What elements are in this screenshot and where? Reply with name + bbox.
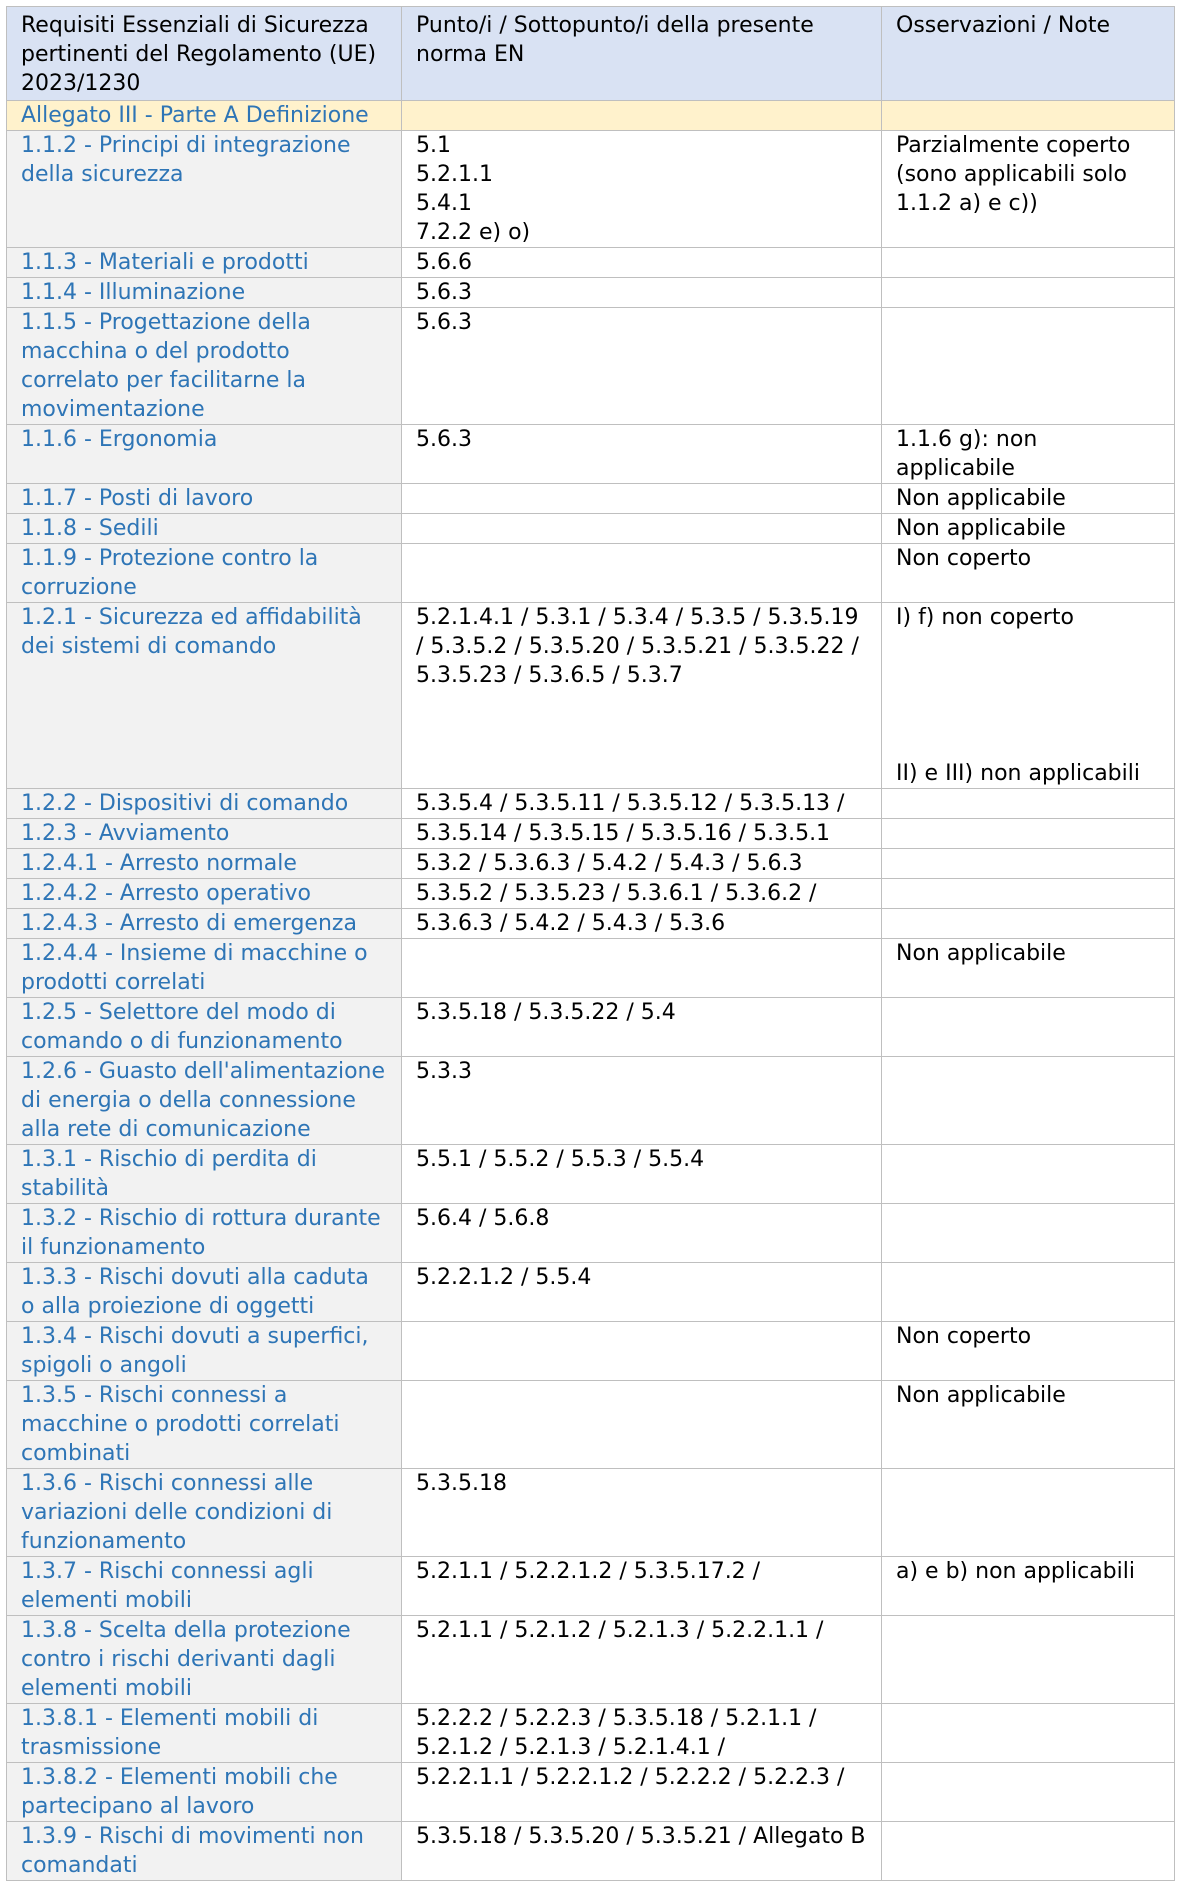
clauses-cell	[402, 1616, 882, 1704]
requirements-table	[6, 6, 1175, 1881]
clauses-cell	[402, 131, 882, 248]
clause-line: 5.2.1.4.1 / 5.3.1 / 5.3.4 / 5.3.5 / 5.3.5.19 / 5.3.5.2 / 5.3.5.20 / 5.3.5.21 / 5.3.5.22 / 5.3.5.23 / 5.3.6.5 / 5.3.7	[416, 605, 859, 688]
notes-cell: Non applicabile	[882, 939, 1175, 998]
note-text: I) f) non coperto	[896, 605, 1074, 630]
clauses-cell	[402, 278, 882, 308]
notes-cell	[882, 1057, 1175, 1145]
clauses-cell	[402, 939, 882, 998]
requirement-cell: 1.3.9 - Rischi di movimenti non comandati	[7, 1822, 402, 1881]
table-row	[7, 1204, 1175, 1263]
clauses-cell	[402, 603, 882, 789]
notes-cell	[882, 849, 1175, 879]
clauses-cell	[402, 819, 882, 849]
notes-cell	[882, 1204, 1175, 1263]
notes-cell	[882, 909, 1175, 939]
notes-cell: Parzialmente coperto (sono applicabili solo 1.1.2 a) e c))	[882, 131, 1175, 248]
clause-line: 5.4.1	[416, 191, 472, 216]
requirement-cell: 1.3.8.1 - Elementi mobili di trasmissione	[7, 1704, 402, 1763]
clauses-cell	[402, 1822, 882, 1881]
requirement-cell: 1.2.5 - Selettore del modo di comando o di funzionamento	[7, 998, 402, 1057]
notes-cell	[882, 819, 1175, 849]
notes-cell: Non coperto	[882, 1322, 1175, 1381]
clause-line: 5.6.3	[416, 310, 472, 335]
requirement-cell: 1.2.1 - Sicurezza ed affidabilità dei sistemi di comando	[7, 603, 402, 789]
table-row	[7, 1616, 1175, 1704]
clause-line: 5.3.6.3 / 5.4.2 / 5.4.3 / 5.3.6	[416, 911, 726, 936]
clauses-cell	[402, 1704, 882, 1763]
clause-line: 5.2.1.1 / 5.2.1.2 / 5.2.1.3 / 5.2.2.1.1 /	[416, 1618, 824, 1643]
clauses-cell	[402, 308, 882, 425]
clauses-cell	[402, 544, 882, 603]
clause-line: 5.3.5.18	[416, 1471, 507, 1496]
clause-line: 5.3.5.4 / 5.3.5.11 / 5.3.5.12 / 5.3.5.13 /	[416, 791, 845, 816]
clause-line: 5.2.2.1.1 / 5.2.2.1.2 / 5.2.2.2 / 5.2.2.3 /	[416, 1765, 845, 1790]
clause-line: 5.6.4 / 5.6.8	[416, 1206, 550, 1231]
header-clauses: Punto/i / Sottopunto/i della presente norma EN	[402, 7, 882, 101]
notes-cell: Non coperto	[882, 544, 1175, 603]
clause-line: 7.2.2 e) o)	[416, 220, 531, 245]
requirement-cell: 1.3.6 - Rischi connessi alle variazioni delle condizioni di funzionamento	[7, 1469, 402, 1557]
requirement-cell: 1.1.6 - Ergonomia	[7, 425, 402, 484]
requirement-cell: 1.2.3 - Avviamento	[7, 819, 402, 849]
header-notes: Osservazioni / Note	[882, 7, 1175, 101]
clauses-cell	[402, 909, 882, 939]
requirement-cell: 1.2.2 - Dispositivi di comando	[7, 789, 402, 819]
notes-cell: Non applicabile	[882, 514, 1175, 544]
clauses-cell	[402, 425, 882, 484]
clauses-cell	[402, 1469, 882, 1557]
notes-cell	[882, 1616, 1175, 1704]
section-row	[7, 101, 1175, 131]
clause-line: 5.3.2 / 5.3.6.3 / 5.4.2 / 5.4.3 / 5.6.3	[416, 851, 803, 876]
table-row	[7, 1763, 1175, 1822]
clause-line: 5.6.6	[416, 250, 472, 275]
requirement-cell: 1.1.5 - Progettazione della macchina o del prodotto correlato per facilitarne la movimentazione	[7, 308, 402, 425]
table-row	[7, 425, 1175, 484]
clauses-cell	[402, 484, 882, 514]
table-row	[7, 998, 1175, 1057]
requirement-cell: 1.1.9 - Protezione contro la corruzione	[7, 544, 402, 603]
notes-cell: Non applicabile	[882, 484, 1175, 514]
notes-cell: Non applicabile	[882, 1381, 1175, 1469]
clauses-cell	[402, 1057, 882, 1145]
clauses-cell	[402, 1322, 882, 1381]
clauses-cell	[402, 1763, 882, 1822]
requirement-cell: 1.1.4 - Illuminazione	[7, 278, 402, 308]
notes-cell	[882, 248, 1175, 278]
header-requirement: Requisiti Essenziali di Sicurezza pertinenti del Regolamento (UE) 2023/1230	[7, 7, 402, 101]
clause-line: 5.3.5.18 / 5.3.5.22 / 5.4	[416, 1000, 676, 1025]
clauses-cell	[402, 849, 882, 879]
clause-line: 5.2.1.1 / 5.2.2.1.2 / 5.3.5.17.2 /	[416, 1559, 761, 1584]
clause-line: 5.3.3	[416, 1059, 472, 1084]
table-row	[7, 1322, 1175, 1381]
clauses-cell	[402, 248, 882, 278]
clauses-cell	[402, 1145, 882, 1204]
requirement-cell: 1.3.5 - Rischi connessi a macchine o prodotti correlati combinati	[7, 1381, 402, 1469]
requirement-cell: 1.3.3 - Rischi dovuti alla caduta o alla proiezione di oggetti	[7, 1263, 402, 1322]
notes-cell	[882, 789, 1175, 819]
clause-line: 5.6.3	[416, 280, 472, 305]
clauses-cell	[402, 1263, 882, 1322]
table-row	[7, 1381, 1175, 1469]
notes-cell	[882, 1822, 1175, 1881]
requirement-cell: 1.3.2 - Rischio di rottura durante il funzionamento	[7, 1204, 402, 1263]
notes-cell	[882, 1704, 1175, 1763]
table-row	[7, 1057, 1175, 1145]
requirement-cell: 1.2.4.3 - Arresto di emergenza	[7, 909, 402, 939]
clauses-cell	[402, 1204, 882, 1263]
clause-line: 5.2.1.1	[416, 162, 493, 187]
clause-line: 5.5.1 / 5.5.2 / 5.5.3 / 5.5.4	[416, 1147, 705, 1172]
table-body	[7, 101, 1175, 1881]
clauses-cell	[402, 879, 882, 909]
clauses-cell	[402, 998, 882, 1057]
requirement-cell: 1.3.4 - Rischi dovuti a superfici, spigoli o angoli	[7, 1322, 402, 1381]
requirement-cell: 1.2.4.2 - Arresto operativo	[7, 879, 402, 909]
section-empty-cell	[882, 101, 1175, 131]
notes-cell	[882, 308, 1175, 425]
table-row	[7, 1704, 1175, 1763]
notes-cell	[882, 1263, 1175, 1322]
requirement-cell: 1.1.2 - Principi di integrazione della sicurezza	[7, 131, 402, 248]
requirement-cell: 1.3.1 - Rischio di perdita di stabilità	[7, 1145, 402, 1204]
clause-line: 5.2.2.2 / 5.2.2.3 / 5.3.5.18 / 5.2.1.1 / 5.2.1.2 / 5.2.1.3 / 5.2.1.4.1 /	[416, 1706, 817, 1760]
notes-cell: 1.1.6 g): non applicabile	[882, 425, 1175, 484]
requirement-cell: 1.2.4.4 - Insieme di macchine o prodotti correlati	[7, 939, 402, 998]
clause-line: 5.1	[416, 133, 451, 158]
table-row	[7, 789, 1175, 819]
note-text-secondary: II) e III) non applicabili	[896, 761, 1140, 786]
clause-line: 5.3.5.18 / 5.3.5.20 / 5.3.5.21 / Allegato B	[416, 1824, 866, 1849]
clauses-cell	[402, 789, 882, 819]
table-row	[7, 1557, 1175, 1616]
notes-cell	[882, 603, 1175, 789]
requirement-cell: 1.2.6 - Guasto dell'alimentazione di energia o della connessione alla rete di comunicazione	[7, 1057, 402, 1145]
requirement-cell: 1.1.8 - Sedili	[7, 514, 402, 544]
section-empty-cell	[402, 101, 882, 131]
clauses-cell	[402, 1557, 882, 1616]
table-row	[7, 1469, 1175, 1557]
table-row	[7, 131, 1175, 248]
table-row	[7, 1822, 1175, 1881]
table-row	[7, 603, 1175, 789]
header-row	[7, 7, 1175, 101]
table-row	[7, 849, 1175, 879]
clauses-cell	[402, 1381, 882, 1469]
table-row	[7, 879, 1175, 909]
requirement-cell: 1.1.7 - Posti di lavoro	[7, 484, 402, 514]
notes-cell	[882, 1145, 1175, 1204]
notes-cell	[882, 998, 1175, 1057]
clauses-cell	[402, 514, 882, 544]
requirement-cell: 1.3.8 - Scelta della protezione contro i rischi derivanti dagli elementi mobili	[7, 1616, 402, 1704]
clause-line: 5.6.3	[416, 427, 472, 452]
notes-cell: a) e b) non applicabili	[882, 1557, 1175, 1616]
table-row	[7, 514, 1175, 544]
notes-cell	[882, 1469, 1175, 1557]
notes-cell	[882, 879, 1175, 909]
section-title: Allegato III - Parte A Definizione	[7, 101, 402, 131]
requirement-cell: 1.3.8.2 - Elementi mobili che partecipano al lavoro	[7, 1763, 402, 1822]
table-row	[7, 1145, 1175, 1204]
table-row	[7, 544, 1175, 603]
table-row	[7, 939, 1175, 998]
table-row	[7, 278, 1175, 308]
table-row	[7, 484, 1175, 514]
clause-line: 5.2.2.1.2 / 5.5.4	[416, 1265, 592, 1290]
requirement-cell: 1.3.7 - Rischi connessi agli elementi mobili	[7, 1557, 402, 1616]
table-row	[7, 1263, 1175, 1322]
notes-cell	[882, 1763, 1175, 1822]
table-row	[7, 909, 1175, 939]
clause-line: 5.3.5.14 / 5.3.5.15 / 5.3.5.16 / 5.3.5.1	[416, 821, 831, 846]
table-row	[7, 308, 1175, 425]
table-row	[7, 819, 1175, 849]
requirement-cell: 1.2.4.1 - Arresto normale	[7, 849, 402, 879]
notes-cell	[882, 278, 1175, 308]
clause-line: 5.3.5.2 / 5.3.5.23 / 5.3.6.1 / 5.3.6.2 /	[416, 881, 817, 906]
requirement-cell: 1.1.3 - Materiali e prodotti	[7, 248, 402, 278]
table-row	[7, 248, 1175, 278]
